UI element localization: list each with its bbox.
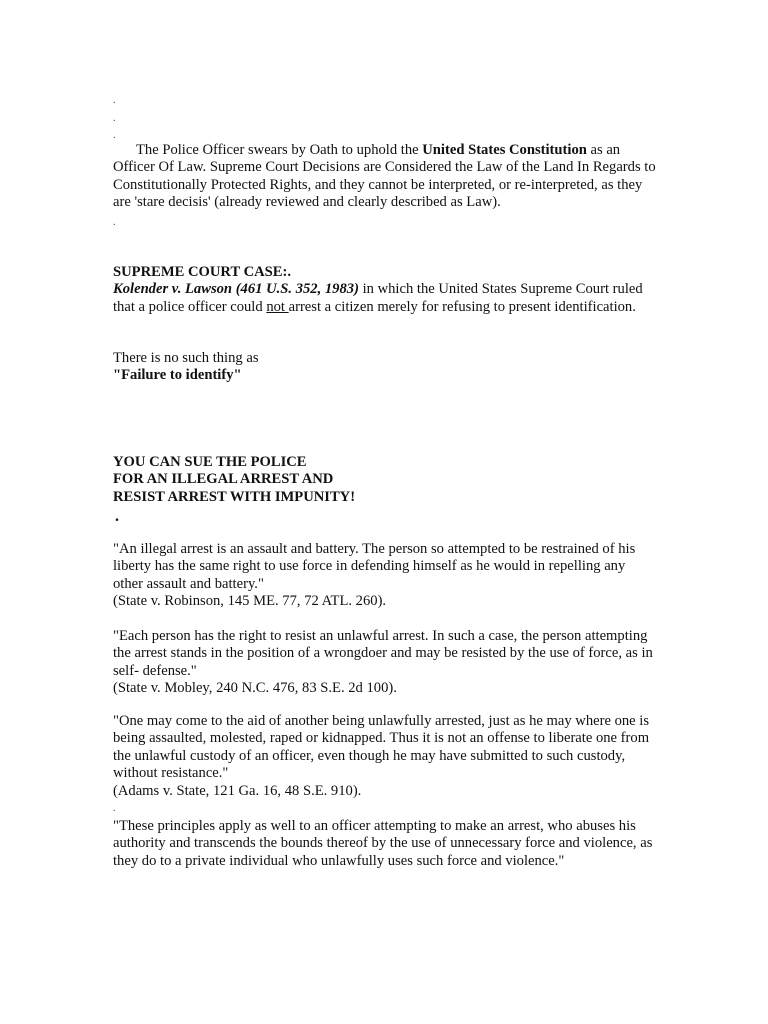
intro-bold-constitution: United States Constitution — [422, 142, 587, 158]
dot-marker: . — [113, 113, 116, 124]
sue-heading-line: FOR AN ILLEGAL ARREST AND — [113, 471, 334, 488]
dot-marker: . — [113, 130, 116, 141]
quote-block — [113, 713, 658, 800]
quote-citation: (State v. Mobley, 240 N.C. 476, 83 S.E. 2d 100). — [113, 680, 397, 697]
intro-text: The Police Officer swears by Oath to uphold the — [136, 142, 423, 158]
intro-paragraph — [113, 142, 658, 212]
sue-heading — [113, 454, 658, 506]
intro-text-continued: as an Officer Of Law. Supreme Court Decisions are Considered the Law of the Land In Regards to Constitutionally Protected Rights, and they cannot be interpreted, or re-interpreted, as they are 'stare decisis' (already reviewed and clearly described as Law). — [113, 142, 656, 211]
sue-heading-line: RESIST ARREST WITH IMPUNITY! — [113, 488, 356, 505]
case-block — [113, 264, 658, 316]
quote-block — [113, 628, 658, 698]
case-text-continued: arrest a citizen merely for refusing to present identification. — [288, 298, 636, 315]
dot-marker: . — [115, 508, 119, 525]
quote-citation: (Adams v. State, 121 Ga. 16, 48 S.E. 910). — [113, 782, 362, 799]
quote-block — [113, 541, 658, 611]
failure-line: There is no such thing as — [113, 350, 259, 366]
dot-marker: . — [113, 217, 116, 228]
dot-marker: . — [113, 803, 116, 814]
quote-block — [113, 818, 658, 870]
failure-to-identify: "Failure to identify" — [113, 367, 242, 384]
case-underlined-not: not — [266, 298, 289, 315]
quote-text: "Each person has the right to resist an unlawful arrest. In such a case, the person attempting the arrest stands in the position of a wrongdoer and may be resisted by the use of force, as in self- defense." — [113, 628, 653, 679]
quote-text: "An illegal arrest is an assault and battery. The person so attempted to be restrained of his liberty has the same right to use force in defending himself as he would in repelling any other assault and battery." — [113, 541, 636, 592]
sue-heading-line: YOU CAN SUE THE POLICE — [113, 454, 307, 470]
case-text: in which the United States Supreme Court ruled that a police officer could — [113, 281, 643, 315]
case-heading: SUPREME COURT CASE:. — [113, 264, 292, 280]
quote-citation: (State v. Robinson, 145 ME. 77, 72 ATL. 260). — [113, 593, 387, 610]
case-citation: Kolender v. Lawson (461 U.S. 352, 1983) — [113, 281, 359, 298]
quote-text: "One may come to the aid of another being unlawfully arrested, just as he may where one is being assaulted, molested, raped or kidnapped. Thus it is not an offense to liberate one from the unlawful custody of an officer, even though he may have submitted to such custody, without resistance." — [113, 713, 650, 782]
failure-block — [113, 350, 658, 385]
dot-marker: . — [113, 95, 116, 106]
quote-text: "These principles apply as well to an officer attempting to make an arrest, who abuses his authority and transcends the bounds thereof by the use of unnecessary force and violence, as they do to a private individual who unlawfully uses such force and violence." — [113, 818, 653, 869]
